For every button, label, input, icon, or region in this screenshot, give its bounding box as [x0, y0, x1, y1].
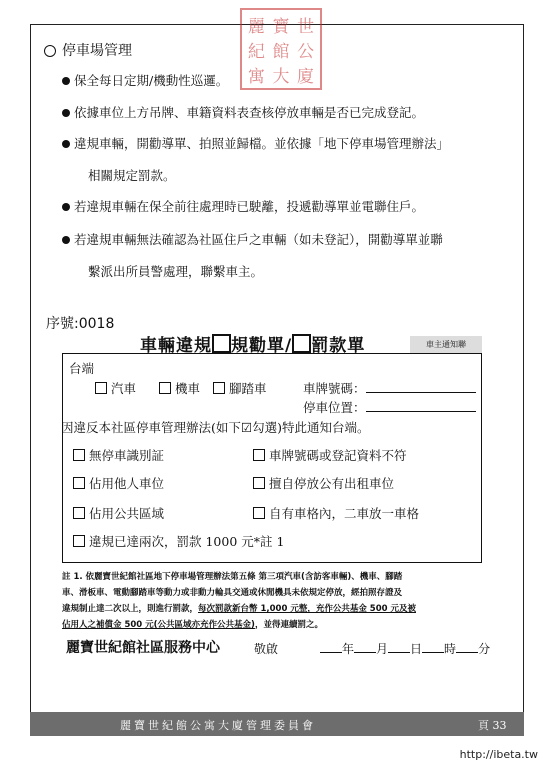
owner-copy-tag: 車主通知聯	[410, 336, 482, 353]
violation-repeat-fine[interactable]: 違規已達兩次，罰款 1000 元*註 1	[73, 532, 284, 550]
respect-closing: 敬啟	[254, 642, 279, 656]
vehicle-type-car[interactable]: 汽車	[95, 379, 136, 397]
date-time-line[interactable]: 年 月 日 時 分	[320, 640, 490, 657]
title-checkbox-warning[interactable]	[212, 334, 231, 353]
bullet-item: 若違規車輛無法確認為社區住戶之車輛（如未登記），開勸導單並聯	[62, 231, 512, 249]
checkbox-icon[interactable]	[253, 449, 265, 461]
checkbox-icon[interactable]	[253, 507, 265, 519]
committee-seal-stamp: 麗 寶 世 紀 館 公 寓 大 廈	[240, 8, 322, 90]
parking-position-field[interactable]: 停車位置：	[303, 398, 476, 416]
violation-public-area[interactable]: 佔用公共區域	[73, 504, 164, 522]
vehicle-type-motorcycle[interactable]: 機車	[159, 379, 200, 397]
footer-text: 麗寶世紀館公寓大廈管理委員會	[120, 719, 316, 732]
violation-no-permit[interactable]: 無停車識別証	[73, 446, 164, 464]
bullet-continuation: 繫派出所員警處理，聯繫車主。	[88, 264, 264, 279]
checkbox-icon[interactable]	[253, 477, 265, 489]
footnote: 註 1. 依麗寶世紀館社區地下停車場管理辦法第五條 第三項汽車(含訪客車輛)、機車、腳踏 車、滑板車、電動腳踏車等動力或非動力輪具交通或休閒機具未依規定停放，經拍照存證及 違規制止達二次以上，則進行罰款，每次罰款新台幣 1,000 元整，充作公共基金 500 元及被 佔用人之補償金 500 元(公共區域亦充作公共基金)，並得連續罰之。	[62, 572, 416, 630]
bullet-dot-icon	[62, 140, 70, 148]
plate-number-field[interactable]: 車牌號碼：	[303, 379, 476, 397]
checkbox-icon[interactable]	[159, 382, 171, 394]
checkbox-icon[interactable]	[73, 449, 85, 461]
bullet-dot-icon	[62, 236, 70, 244]
bullet-item: 依據車位上方吊牌、車籍資料表查核停放車輛是否已完成登記。	[62, 104, 512, 122]
checkbox-icon[interactable]	[73, 507, 85, 519]
bullet-dot-icon	[62, 203, 70, 211]
bullet-item: 保全每日定期/機動性巡邏。	[62, 72, 512, 90]
notice-text: 因違反本社區停車管理辦法(如下☑勾選)特此通知台端。	[61, 420, 370, 435]
violation-plate-mismatch[interactable]: 車牌號碼或登記資料不符	[253, 446, 407, 464]
page-number: 頁 33	[478, 719, 507, 732]
bullet-item: 若違規車輛在保全前往處理時已駛離，投遞勸導單並電聯住戶。	[62, 198, 512, 216]
bullet-continuation: 相關規定罰款。	[88, 168, 176, 183]
violation-form	[62, 353, 482, 563]
circle-bullet-icon	[44, 45, 56, 57]
title-checkbox-fine[interactable]	[292, 334, 311, 353]
violation-occupy-others[interactable]: 佔用他人車位	[73, 474, 164, 492]
checkbox-icon[interactable]	[95, 382, 107, 394]
bullet-item: 違規車輛，開勸導單、拍照並歸檔。並依據「地下停車場管理辦法」	[62, 135, 512, 153]
section-title: 停車場管理	[44, 40, 132, 60]
footer-bar	[30, 712, 524, 736]
checkmark-icon: ☑	[240, 420, 253, 435]
plate-number-line[interactable]	[366, 392, 476, 393]
watermark: http://ibeta.tw	[459, 748, 538, 761]
parking-position-line[interactable]	[366, 411, 476, 412]
addressee-label: 台端	[69, 361, 95, 376]
serial-number: 序號:0018	[46, 316, 115, 332]
violation-two-in-one[interactable]: 自有車格內，二車放一車格	[253, 504, 419, 522]
checkbox-icon[interactable]	[73, 535, 85, 547]
service-center-name: 麗寶世紀館社區服務中心	[66, 640, 220, 656]
checkbox-icon[interactable]	[73, 477, 85, 489]
checkbox-icon[interactable]	[213, 382, 225, 394]
vehicle-type-bicycle[interactable]: 腳踏車	[213, 379, 267, 397]
bullet-dot-icon	[62, 109, 70, 117]
bullet-dot-icon	[62, 77, 70, 85]
form-title: 車輛違規 規勸單/ 罰款單	[140, 336, 366, 356]
violation-rental-space[interactable]: 擅自停放公有出租車位	[253, 474, 394, 492]
